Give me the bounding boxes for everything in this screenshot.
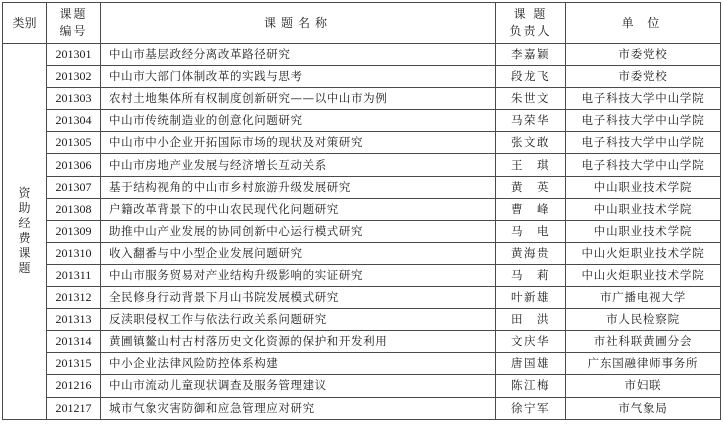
project-leader: 马 电 [496,220,566,242]
project-unit: 电子科技大学中山学院 [566,132,721,154]
project-code: 201310 [47,242,101,264]
project-code: 201303 [47,88,101,110]
project-leader: 段龙飞 [496,66,566,88]
project-code: 201311 [47,264,101,286]
project-leader: 马荣华 [496,110,566,132]
project-title: 黄圃镇鳌山村古村落历史文化资源的保护和开发利用 [101,331,496,353]
project-title: 中山市流动儿童现状调查及服务管理建议 [101,375,496,397]
project-code: 201302 [47,66,101,88]
project-unit: 中山职业技术学院 [566,176,721,198]
project-unit: 市妇联 [566,375,721,397]
project-unit: 广东国融律师事务所 [566,353,721,375]
project-unit: 中山职业技术学院 [566,198,721,220]
header-code [47,3,101,44]
project-unit: 市社科联黄圃分会 [566,331,721,353]
project-unit: 电子科技大学中山学院 [566,88,721,110]
table-row [3,154,721,176]
category-label: 资助经费课题 [18,186,31,276]
project-code: 201306 [47,154,101,176]
table-row [3,264,721,286]
project-title: 中山市房地产业发展与经济增长互动关系 [101,154,496,176]
project-code: 201305 [47,132,101,154]
project-leader: 李嘉颖 [496,44,566,66]
project-code: 201308 [47,198,101,220]
project-leader: 朱世文 [496,88,566,110]
project-leader: 唐国雄 [496,353,566,375]
project-leader: 文庆华 [496,331,566,353]
table-row [3,88,721,110]
project-unit: 中山火炬职业技术学院 [566,264,721,286]
header-code-text: 课题 编号 [59,7,88,38]
project-code: 201304 [47,110,101,132]
table-row [3,353,721,375]
project-title: 中山市传统制造业的创意化问题研究 [101,110,496,132]
table-row [3,220,721,242]
project-title: 全民修身行动背景下月山书院发展模式研究 [101,287,496,309]
project-code: 201216 [47,375,101,397]
project-title: 中山市中小企业开拓国际市场的现状及对策研究 [101,132,496,154]
project-title: 中小企业法律风险防控体系构建 [101,353,496,375]
project-title: 户籍改革背景下的中山农民现代化问题研究 [101,198,496,220]
project-leader: 田 洪 [496,309,566,331]
project-leader: 叶新雄 [496,287,566,309]
header-category: 类别 [3,3,47,44]
project-leader: 黄海贵 [496,242,566,264]
project-leader: 陈江梅 [496,375,566,397]
project-title: 城市气象灾害防御和应急管理应对研究 [101,397,496,419]
table-row [3,132,721,154]
table-row [3,309,721,331]
project-unit: 市广播电视大学 [566,287,721,309]
project-code: 201301 [47,44,101,66]
project-unit: 市气象局 [566,397,721,419]
project-unit: 中山火炬职业技术学院 [566,242,721,264]
table-row [3,287,721,309]
project-title: 反渎职侵权工作与依法行政关系问题研究 [101,309,496,331]
project-title: 中山市大部门体制改革的实践与思考 [101,66,496,88]
table-row [3,176,721,198]
project-unit: 电子科技大学中山学院 [566,154,721,176]
table-row [3,375,721,397]
project-code: 201307 [47,176,101,198]
project-unit: 电子科技大学中山学院 [566,110,721,132]
header-title: 课题名称 [101,3,496,44]
category-cell [3,44,47,420]
project-title: 收入翻番与中小型企业发展问题研究 [101,242,496,264]
project-code: 201312 [47,287,101,309]
project-code: 201309 [47,220,101,242]
table-row [3,198,721,220]
project-title: 助推中山产业发展的协同创新中心运行模式研究 [101,220,496,242]
project-leader: 张文敢 [496,132,566,154]
header-person-text: 课 题 负责人 [509,7,552,38]
header-unit: 单 位 [566,3,721,44]
table-body [3,44,721,420]
header-row [3,3,721,44]
header-person [496,3,566,44]
project-table [2,2,721,420]
project-leader: 马 莉 [496,264,566,286]
table-row [3,242,721,264]
project-code: 201315 [47,353,101,375]
project-unit: 市人民检察院 [566,309,721,331]
project-title: 中山市服务贸易对产业结构升级影响的实证研究 [101,264,496,286]
project-code: 201313 [47,309,101,331]
project-title: 中山市基层政经分离改革路径研究 [101,44,496,66]
project-code: 201217 [47,397,101,419]
project-leader: 曹 峰 [496,198,566,220]
project-unit: 市委党校 [566,44,721,66]
table-row [3,66,721,88]
project-title: 农村土地集体所有权制度创新研究——以中山市为例 [101,88,496,110]
project-leader: 王 琪 [496,154,566,176]
table-row [3,397,721,419]
project-leader: 黄 英 [496,176,566,198]
project-unit: 市委党校 [566,66,721,88]
project-unit: 中山职业技术学院 [566,220,721,242]
project-title: 基于结构视角的中山市乡村旅游升级发展研究 [101,176,496,198]
project-leader: 徐宁军 [496,397,566,419]
table-row [3,44,721,66]
project-code: 201314 [47,331,101,353]
table-row [3,331,721,353]
table-row [3,110,721,132]
